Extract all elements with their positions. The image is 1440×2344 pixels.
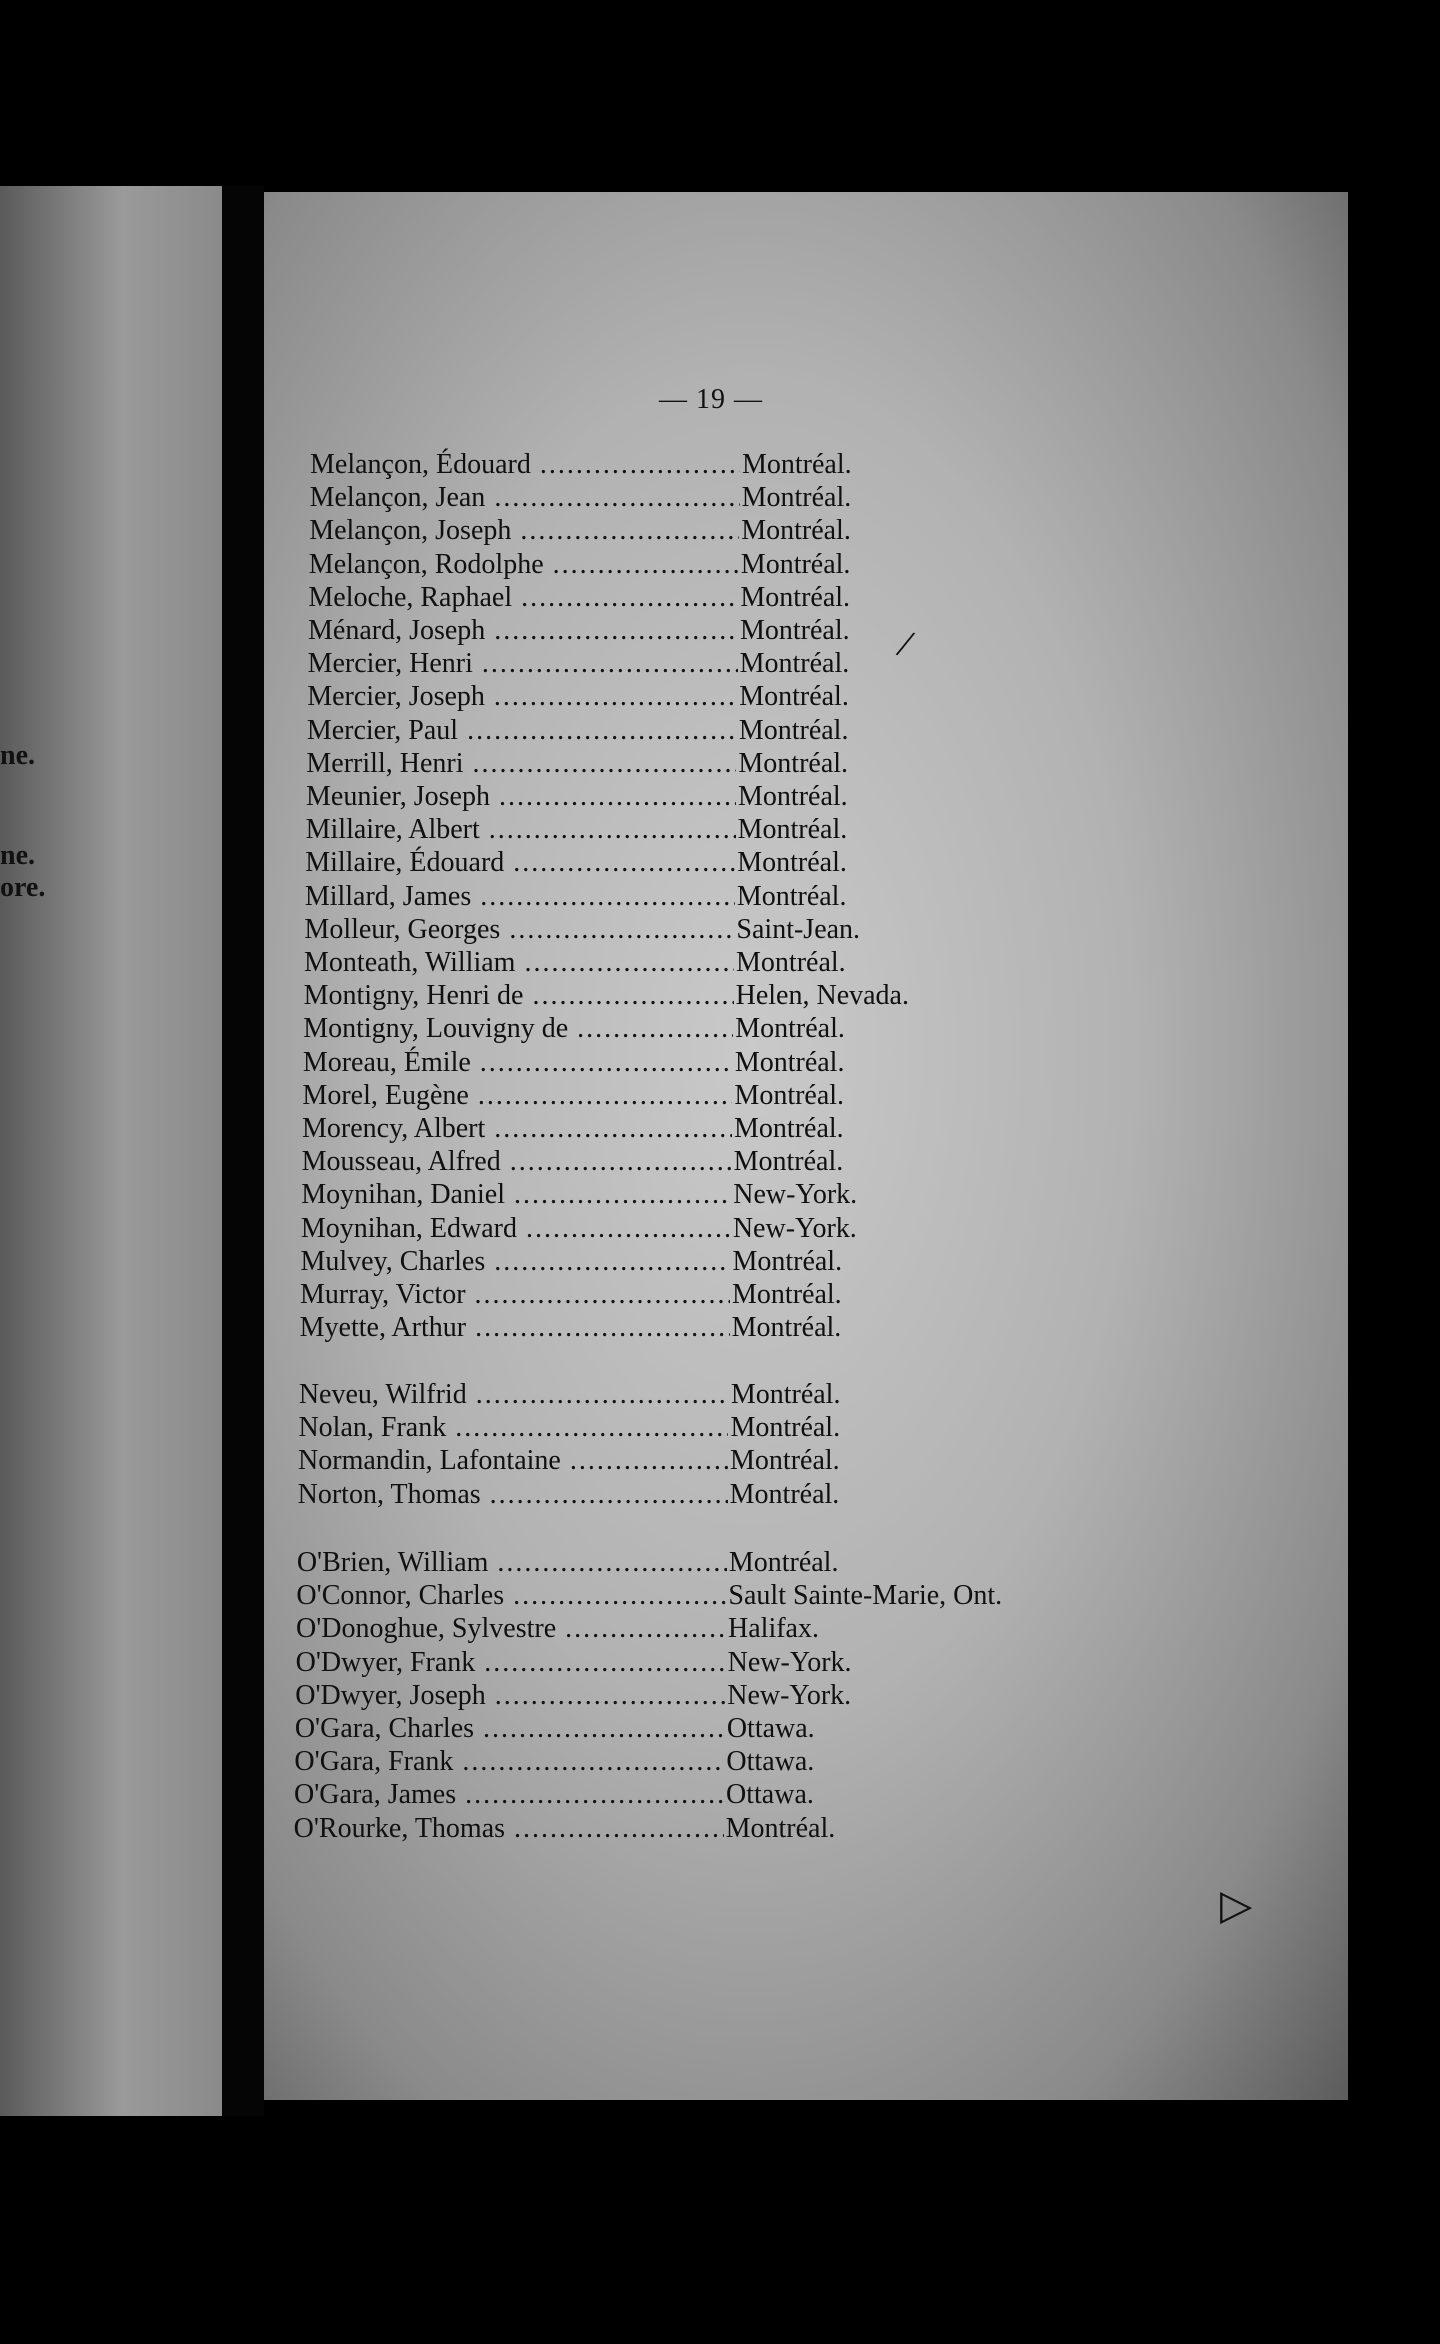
entry-name: Melançon, Rodolphe .....	[309, 548, 739, 582]
entry-name: Melançon, Édouard .....	[310, 448, 740, 482]
edge-mark: ▷	[1220, 1883, 1253, 1929]
entry-name: Neveu, Wilfrid .....	[299, 1378, 729, 1412]
entry-city: Montréal.	[725, 1812, 836, 1844]
entry-city: Montréal.	[734, 1046, 845, 1078]
entry-city: Montréal.	[731, 1312, 842, 1344]
entry-city: Montréal.	[730, 1412, 841, 1444]
entry-name: Mousseau, Alfred .....	[302, 1145, 732, 1179]
entry-name: Normandin, Lafontaine .....	[298, 1444, 728, 1478]
entry-city: Montréal.	[736, 880, 847, 912]
entry-name: O'Brien, William .....	[297, 1546, 727, 1580]
entry-name: Nolan, Frank .....	[298, 1411, 728, 1445]
entry-city: New-York.	[727, 1679, 852, 1711]
entry-city: Ottawa.	[726, 1779, 814, 1811]
entry-city: Montréal.	[740, 548, 851, 580]
entry-name: O'Donoghue, Sylvestre .....	[296, 1612, 726, 1646]
entry-city: New-York.	[732, 1212, 857, 1244]
entry-name: Mercier, Joseph .....	[307, 680, 737, 714]
entry-name: O'Gara, Frank .....	[294, 1745, 724, 1779]
entry-city: Saint-Jean.	[736, 913, 861, 945]
entry-city: Montréal.	[736, 947, 846, 978]
entry-name: Morency, Albert .....	[302, 1112, 732, 1146]
entry-city: Ottawa.	[726, 1713, 815, 1744]
entry-city: Montréal.	[740, 581, 851, 613]
entry-city: Montréal.	[730, 1379, 841, 1410]
entry-name: Merrill, Henri .....	[306, 747, 736, 781]
entry-city: Montréal.	[741, 515, 851, 547]
entry-city: Montréal.	[728, 1547, 839, 1578]
entry-name: Monteath, William .....	[304, 946, 734, 980]
entry-name: Morel, Eugène .....	[302, 1079, 732, 1113]
entry-name: Millaire, Édouard .....	[305, 846, 735, 880]
entry-city: Montréal.	[738, 747, 849, 779]
entry-city: New-York.	[727, 1646, 852, 1678]
left-page-fragment: ne.	[0, 840, 35, 871]
entry-name: O'Rourke, Thomas .....	[294, 1812, 724, 1846]
entry-name: O'Connor, Charles .....	[296, 1579, 726, 1613]
entry-name: Mulvey, Charles .....	[300, 1245, 730, 1279]
entry-name: Myette, Arthur .....	[300, 1311, 730, 1345]
entry-city: Montréal.	[730, 1445, 840, 1477]
entry-city: Montréal.	[732, 1245, 843, 1277]
entry-name: Meloche, Raphael .....	[308, 581, 738, 615]
entry-city: Montréal.	[733, 1146, 844, 1178]
entry-name: Montigny, Louvigny de .....	[303, 1012, 733, 1046]
entry-city: Montréal.	[738, 781, 848, 812]
entry-name: Melançon, Joseph .....	[309, 514, 739, 548]
entry-name: Norton, Thomas .....	[298, 1478, 728, 1512]
entry-city: Montréal.	[739, 648, 850, 680]
entry-city: Montréal.	[737, 847, 847, 879]
entry-city: Montréal.	[735, 1013, 845, 1045]
entry-city: Ottawa.	[726, 1746, 815, 1778]
entry-name: Millard, James .....	[305, 880, 735, 914]
entry-city: Montréal.	[734, 1113, 844, 1144]
entry-city: New-York.	[733, 1179, 858, 1211]
entry-name: Moynihan, Edward .....	[301, 1212, 731, 1246]
left-page-fragment: ne.	[0, 740, 35, 771]
entry-name: Millaire, Albert .....	[306, 813, 736, 847]
entry-name: Ménard, Joseph .....	[308, 614, 738, 648]
book-gutter	[222, 186, 264, 2116]
entry-city: Montréal.	[729, 1478, 840, 1510]
entry-city: Montréal.	[734, 1079, 845, 1111]
entry-name: O'Dwyer, Frank .....	[296, 1646, 726, 1680]
entry-city: Montréal.	[739, 681, 849, 713]
entry-city: Montréal.	[737, 814, 848, 846]
entry-city: Montréal.	[732, 1279, 842, 1310]
entry-name: Mercier, Paul .....	[307, 714, 737, 748]
entry-city: Montréal.	[741, 482, 852, 514]
entry-name: Moynihan, Daniel .....	[301, 1178, 731, 1212]
entry-name: Mercier, Henri .....	[308, 647, 738, 681]
entry-name: Meunier, Joseph .....	[306, 780, 736, 814]
entry-city: Sault Sainte-Marie, Ont.	[728, 1580, 1003, 1612]
entry-city: Montréal.	[742, 449, 852, 480]
entry-city: Halifax.	[728, 1613, 819, 1645]
entry-name: Murray, Victor .....	[300, 1278, 730, 1312]
entry-name: O'Dwyer, Joseph .....	[295, 1679, 725, 1713]
left-page-edge	[0, 186, 222, 2116]
page-number: — 19 —	[659, 384, 763, 415]
entry-name: O'Gara, Charles .....	[295, 1712, 725, 1746]
pen-mark: /	[892, 620, 919, 667]
entry-name: Moreau, Émile .....	[303, 1046, 733, 1080]
entry-city: Montréal.	[738, 714, 849, 746]
left-page-fragment: ore.	[0, 872, 46, 903]
entry-name: Montigny, Henri de .....	[304, 979, 734, 1013]
entry-city: Montréal.	[740, 615, 850, 646]
entry-city: Helen, Nevada.	[735, 980, 909, 1012]
entry-name: Melançon, Jean .....	[310, 481, 740, 515]
entry-name: O'Gara, James .....	[294, 1778, 724, 1812]
entry-name: Molleur, Georges .....	[304, 913, 734, 947]
